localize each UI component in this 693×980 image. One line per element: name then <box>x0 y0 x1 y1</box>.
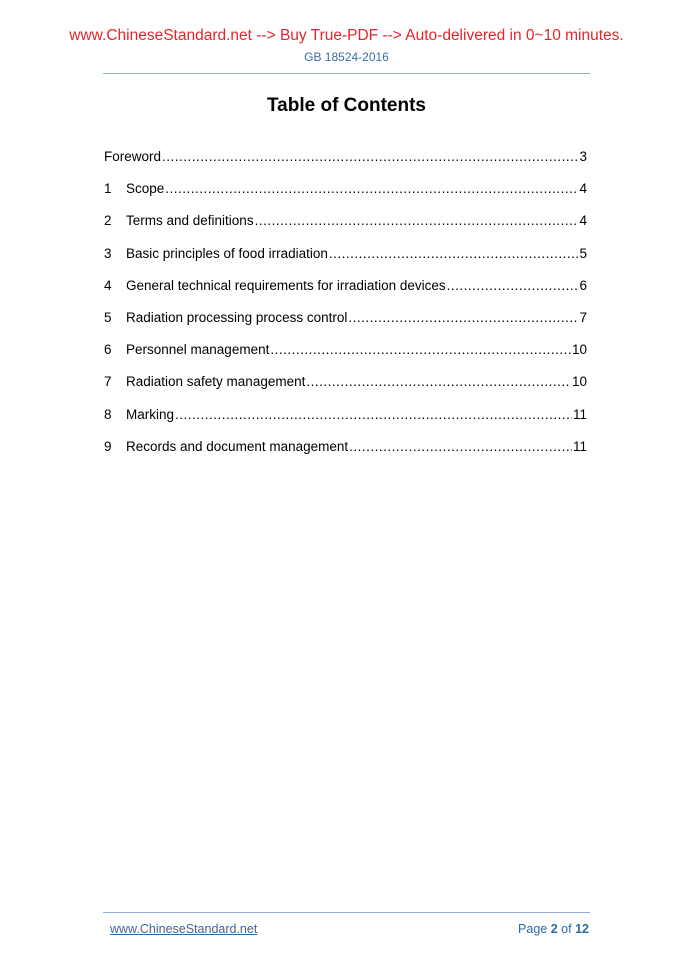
toc-entry-number: 8 <box>104 406 112 422</box>
toc-entry-label: Terms and definitions <box>126 213 254 229</box>
toc-entry-leader <box>447 277 579 295</box>
toc-entry-page: 10 <box>571 342 587 358</box>
toc-entry-label: Personnel management <box>126 342 270 358</box>
toc-entry-label: Records and document management <box>126 438 349 454</box>
toc-entry[interactable] <box>104 406 587 438</box>
page-number <box>518 922 589 936</box>
toc-entry-number: 3 <box>104 245 112 261</box>
toc-entry-page: 7 <box>579 309 587 325</box>
toc-entry[interactable] <box>104 277 587 309</box>
toc-entry-page: 11 <box>572 406 587 422</box>
footer-website-link[interactable]: www.ChineseStandard.net <box>110 922 258 936</box>
toc-entry-label: General technical requirements for irradiation devices <box>126 277 446 293</box>
toc-entry-page: 3 <box>579 149 587 164</box>
toc-entry-label: Radiation processing process control <box>126 309 348 325</box>
toc-entry-page: 11 <box>572 438 587 454</box>
toc-entry-leader <box>175 406 572 424</box>
document-id: GB 18524-2016 <box>304 50 389 64</box>
toc-entry[interactable] <box>104 245 587 277</box>
toc-entry-label: Foreword <box>104 149 162 164</box>
toc-entry[interactable] <box>104 148 587 180</box>
toc-entry-number: 5 <box>104 309 112 325</box>
header-banner[interactable]: www.ChineseStandard.net --> Buy True-PDF --> Auto-delivered in 0~10 minutes. <box>69 27 624 44</box>
toc-entry-label: Radiation safety management <box>126 374 306 390</box>
toc-entry-page: 4 <box>579 181 587 197</box>
toc-entry-page: 6 <box>579 277 587 293</box>
toc-entry[interactable] <box>104 309 587 341</box>
toc-entry[interactable] <box>104 212 587 244</box>
page-of-word: of <box>561 922 572 936</box>
toc-entry-leader <box>306 373 571 391</box>
toc-entry-number: 6 <box>104 342 112 358</box>
toc-entry-leader <box>162 148 578 166</box>
toc-entry-leader <box>165 180 578 198</box>
page-total: 12 <box>575 922 589 936</box>
toc-entry-number: 2 <box>104 213 112 229</box>
toc-entry-leader <box>349 438 572 456</box>
toc-entry-page: 10 <box>571 374 587 390</box>
toc-entry-leader <box>255 212 579 230</box>
table-of-contents <box>104 148 587 470</box>
toc-entry-label: Basic principles of food irradiation <box>126 245 328 261</box>
toc-entry[interactable] <box>104 373 587 405</box>
toc-entry-label: Marking <box>126 406 175 422</box>
page-title: Table of Contents <box>266 95 427 116</box>
page-current: 2 <box>550 922 558 936</box>
toc-entry[interactable] <box>104 438 587 470</box>
toc-entry-number: 9 <box>104 438 112 454</box>
toc-entry-leader <box>270 341 571 359</box>
toc-entry-label: Scope <box>126 181 165 197</box>
toc-entry-number: 1 <box>104 181 112 197</box>
toc-entry[interactable] <box>104 341 587 373</box>
footer-divider <box>103 912 590 913</box>
toc-entry-leader <box>329 245 579 263</box>
toc-entry-leader <box>348 309 578 327</box>
toc-entry-number: 4 <box>104 277 112 293</box>
header-divider <box>103 73 590 74</box>
toc-entry-number: 7 <box>104 374 112 390</box>
toc-entry[interactable] <box>104 180 587 212</box>
toc-entry-page: 4 <box>579 213 587 229</box>
page-word: Page <box>518 922 548 936</box>
toc-entry-page: 5 <box>579 245 587 261</box>
